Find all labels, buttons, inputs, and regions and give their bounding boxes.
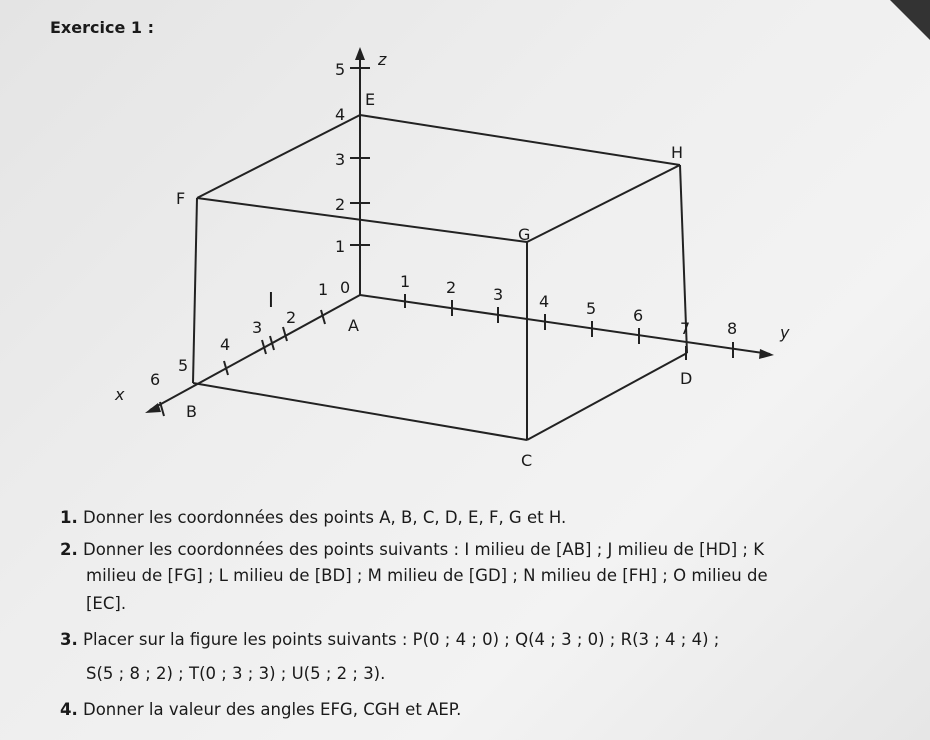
z-tick-4: 4	[335, 105, 346, 124]
question-1	[60, 508, 566, 528]
x-tick-4: 4	[220, 335, 231, 354]
edge-FG	[197, 198, 527, 242]
question-4-text: Donner la valeur des angles EFG, CGH et AEP.	[83, 700, 462, 719]
y-tick-3: 3	[493, 285, 504, 304]
axis-label-z: z	[378, 50, 387, 69]
y-tick-6: 6	[633, 306, 644, 325]
z-tick-5: 5	[335, 60, 346, 79]
question-2-line-2: milieu de [FG] ; L milieu de [BD] ; M milieu de [GD] ; N milieu de [FH] ; O milieu de	[86, 566, 768, 585]
question-1-text: Donner les coordonnées des points A, B, C, D, E, F, G et H.	[83, 508, 567, 527]
x-tick-6: 6	[150, 370, 161, 389]
question-3-line-2: S(5 ; 8 ; 2) ; T(0 ; 3 ; 3) ; U(5 ; 2 ; 3).	[86, 664, 386, 683]
edge-CD	[527, 353, 687, 440]
y-tick-7: 7	[680, 319, 691, 338]
question-2-line-3: [EC].	[86, 594, 127, 613]
question-4-number: 4.	[60, 700, 78, 719]
edge-BC	[193, 383, 527, 440]
question-2	[60, 540, 764, 560]
y-tick-2: 2	[446, 278, 457, 297]
question-2-number: 2.	[60, 540, 78, 559]
edge-EH	[360, 115, 680, 165]
question-4	[60, 700, 461, 720]
label-E: E	[365, 90, 376, 109]
z-arrow	[355, 47, 365, 60]
question-3-number: 3.	[60, 630, 78, 649]
y-axis	[360, 295, 770, 354]
y-tick-8: 8	[727, 319, 738, 338]
y-tick-4: 4	[539, 292, 550, 311]
question-2-line-1: Donner les coordonnées des points suivants : I milieu de [AB] ; J milieu de [HD] ; K	[83, 540, 765, 559]
exercise-title: Exercice 1 :	[50, 18, 154, 37]
label-B: B	[186, 402, 197, 421]
label-H: H	[671, 143, 684, 162]
z-tick-3: 3	[335, 150, 346, 169]
y-tick-1: 1	[400, 272, 411, 291]
label-I: I	[268, 288, 274, 312]
z-tick-1: 1	[335, 237, 346, 256]
label-F: F	[176, 189, 186, 208]
x-tick-3: 3	[252, 318, 263, 337]
y-tick-5: 5	[586, 299, 597, 318]
question-3	[60, 630, 719, 650]
origin-label: 0	[340, 278, 351, 297]
label-C: C	[521, 451, 533, 470]
x-tick-2: 2	[286, 308, 297, 327]
edge-FB	[193, 198, 197, 383]
z-tick-2: 2	[335, 195, 346, 214]
axis-label-y: y	[780, 323, 790, 342]
question-3-line-1: Placer sur la figure les points suivants : P(0 ; 4 ; 0) ; Q(4 ; 3 ; 0) ; R(3 ; 4 ; 4) ;	[83, 630, 720, 649]
label-D: D	[680, 369, 693, 388]
y-arrow	[759, 349, 774, 359]
question-1-number: 1.	[60, 508, 78, 527]
x-tick-5: 5	[178, 356, 189, 375]
label-G: G	[518, 225, 531, 244]
label-A: A	[348, 316, 359, 335]
axis-label-x: x	[115, 385, 125, 404]
x-tick-1: 1	[318, 280, 329, 299]
edge-GH	[527, 165, 680, 242]
